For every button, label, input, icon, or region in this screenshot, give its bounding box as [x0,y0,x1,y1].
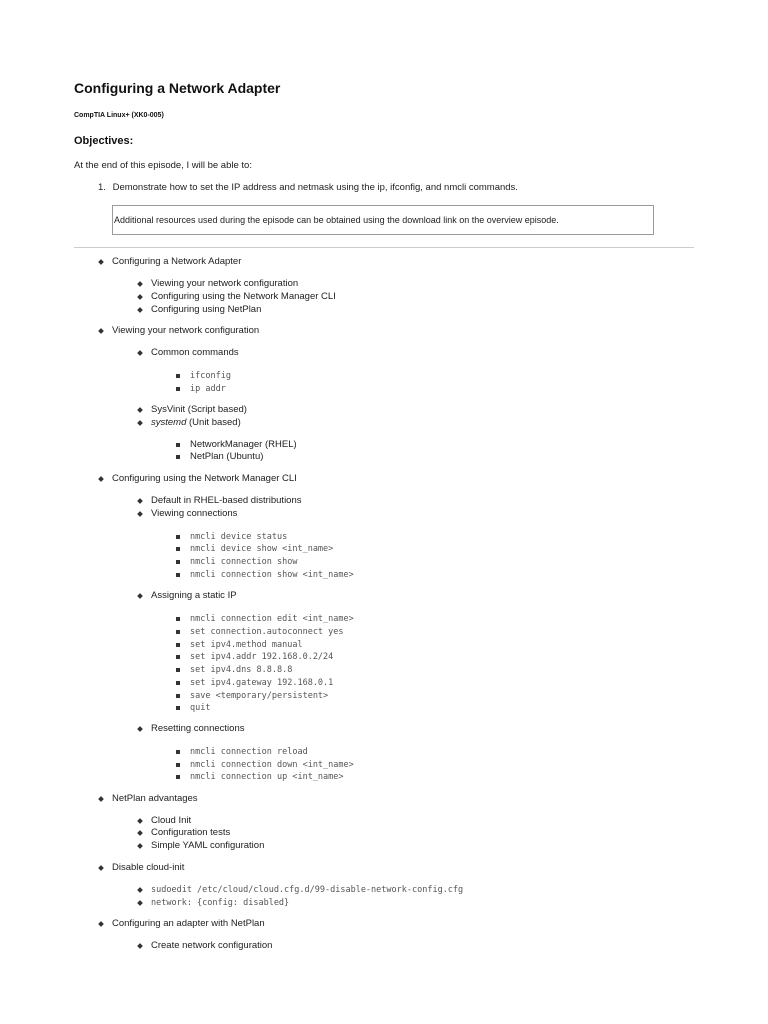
diamond-bullet-icon [137,726,143,732]
objectives-heading: Objectives: [74,135,134,147]
command-item: set ipv4.gateway 192.168.0.1 [190,677,333,689]
square-bullet-icon [176,374,180,378]
diamond-bullet-icon [137,307,143,313]
square-bullet-icon [176,694,180,698]
square-bullet-icon [176,630,180,634]
command-item: set ipv4.addr 192.168.0.2/24 [190,651,333,663]
page-title: Configuring a Network Adapter [74,80,281,96]
command-item: nmcli connection down <int_name> [190,759,354,771]
outline-section-viewing-config: Viewing your network configuration [112,325,259,337]
diamond-bullet-icon [98,796,104,802]
list-item: Common commands [151,347,239,359]
list-item: systemd (Unit based) [151,417,241,429]
list-item: Assigning a static IP [151,590,237,602]
list-item: NetworkManager (RHEL) [190,439,297,451]
square-bullet-icon [176,547,180,551]
command-item: ip addr [190,383,226,395]
resource-note-text: Additional resources used during the episode can be obtained using the download link on the overview episode. [114,215,559,225]
diamond-bullet-icon [137,281,143,287]
objective-item: Demonstrate how to set the IP address and netmask using the ip, ifconfig, and nmcli commands. [112,182,518,193]
command-item: nmcli device show <int_name> [190,543,333,555]
diamond-bullet-icon [137,900,143,906]
square-bullet-icon [176,681,180,685]
diamond-bullet-icon [98,259,104,265]
list-item: Viewing connections [151,508,237,520]
diamond-bullet-icon [137,420,143,426]
command-item: set ipv4.method manual [190,639,303,651]
command-item: ifconfig [190,370,231,382]
command-item: nmcli connection up <int_name> [190,771,344,783]
square-bullet-icon [176,455,180,459]
outline-section-configuring-network-adapter: Configuring a Network Adapter [112,256,241,268]
diamond-bullet-icon [137,294,143,300]
square-bullet-icon [176,655,180,659]
square-bullet-icon [176,535,180,539]
outline-section-netplan-adapter: Configuring an adapter with NetPlan [112,918,265,930]
list-item: NetPlan (Ubuntu) [190,451,263,463]
diamond-bullet-icon [137,818,143,824]
list-item: SysVinit (Script based) [151,404,247,416]
list-item: Cloud Init [151,815,191,827]
outline-section-disable-cloud-init: Disable cloud-init [112,862,184,874]
outline-section-netplan-advantages: NetPlan advantages [112,793,198,805]
square-bullet-icon [176,668,180,672]
diamond-bullet-icon [137,830,143,836]
diamond-bullet-icon [98,328,104,334]
square-bullet-icon [176,763,180,767]
square-bullet-icon [176,706,180,710]
square-bullet-icon [176,643,180,647]
diamond-bullet-icon [137,498,143,504]
diamond-bullet-icon [137,843,143,849]
square-bullet-icon [176,443,180,447]
diamond-bullet-icon [137,943,143,949]
list-item: Default in RHEL-based distributions [151,495,302,507]
outline-section-nmcli: Configuring using the Network Manager CLI [112,473,297,485]
command-item: quit [190,702,210,714]
list-item: Resetting connections [151,723,244,735]
command-item: save <temporary/persistent> [190,690,328,702]
square-bullet-icon [176,617,180,621]
command-item: set connection.autoconnect yes [190,626,344,638]
course-subtitle: CompTIA Linux+ (XK0-005) [74,112,164,119]
command-item: set ipv4.dns 8.8.8.8 [190,664,292,676]
command-item: sudoedit /etc/cloud/cloud.cfg.d/99-disable-network-config.cfg [151,884,463,896]
command-item: network: {config: disabled} [151,897,289,909]
diamond-bullet-icon [137,350,143,356]
diamond-bullet-icon [137,407,143,413]
command-item: nmcli connection show [190,556,297,568]
square-bullet-icon [176,775,180,779]
square-bullet-icon [176,387,180,391]
command-item: nmcli connection show <int_name> [190,569,354,581]
square-bullet-icon [176,750,180,754]
list-item: Configuration tests [151,827,230,839]
objectives-intro: At the end of this episode, I will be able to: [74,160,252,171]
diamond-bullet-icon [137,511,143,517]
command-item: nmcli connection reload [190,746,308,758]
diamond-bullet-icon [98,921,104,927]
square-bullet-icon [176,560,180,564]
diamond-bullet-icon [137,593,143,599]
list-item: Configuring using NetPlan [151,304,261,316]
list-item: Viewing your network configuration [151,278,298,290]
diamond-bullet-icon [137,887,143,893]
command-item: nmcli device status [190,531,287,543]
square-bullet-icon [176,573,180,577]
objective-number: 1. [98,182,106,193]
diamond-bullet-icon [98,476,104,482]
diamond-bullet-icon [98,865,104,871]
command-item: nmcli connection edit <int_name> [190,613,354,625]
list-item: Simple YAML configuration [151,840,264,852]
list-item: Configuring using the Network Manager CLI [151,291,336,303]
list-item: Create network configuration [151,940,272,952]
